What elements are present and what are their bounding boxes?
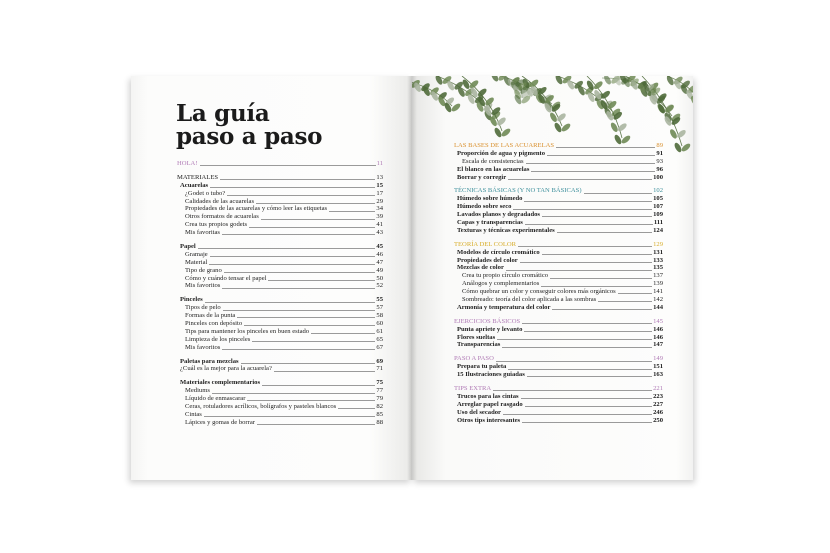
toc-entry	[177, 198, 383, 206]
leaf-shape	[434, 76, 444, 86]
toc-entry	[177, 275, 383, 283]
toc-entry-label: TEORÍA DEL COLOR	[454, 240, 517, 248]
toc-entry-page-number: 29	[376, 197, 383, 205]
toc-entry-page-number: 107	[653, 203, 663, 211]
toc-entry	[177, 205, 383, 213]
toc-entry	[177, 365, 383, 373]
leaf-shape	[496, 116, 507, 127]
toc-entry-label: Crea tus propios godets	[185, 221, 248, 229]
toc-entry-page-number: 55	[376, 296, 383, 304]
toc-entry	[454, 264, 663, 272]
leaf-shape	[549, 112, 559, 124]
toc-entry-page-number: 141	[653, 288, 663, 296]
toc-entry-page-number: 151	[653, 363, 663, 371]
toc-entry	[177, 320, 383, 328]
toc-leader-line	[329, 211, 375, 212]
toc-entry-label: Proporción de agua y pigmento	[457, 149, 546, 157]
toc-leader-line	[249, 227, 375, 228]
toc-leader-line	[556, 147, 655, 148]
leaf-shape	[490, 76, 500, 83]
toc-entry-page-number: 67	[376, 343, 383, 351]
toc-entry-label: Papel	[180, 243, 196, 250]
toc-entry-label: ¿Cuál es la mejor para la acuarela?	[180, 365, 272, 373]
toc-entry-label: Uso del secador	[457, 408, 501, 416]
toc-entry-page-number: 41	[376, 221, 383, 229]
toc-entry	[454, 371, 663, 379]
toc-entry-label: EJERCICIOS BÁSICOS	[454, 317, 521, 325]
toc-entry	[177, 213, 383, 221]
toc-entry-label: Prepara tu paleta	[457, 363, 507, 371]
toc-entry-label: Materiales complementarios	[180, 379, 261, 387]
leaf-shape	[665, 76, 675, 86]
toc-leader-line	[520, 262, 652, 263]
toc-entry-label: Lápices y gomas de borrar	[185, 418, 255, 426]
toc-leader-line	[526, 163, 656, 164]
toc-leader-line	[222, 234, 375, 235]
toc-leader-line	[222, 288, 375, 289]
toc-entry	[454, 341, 663, 349]
toc-entry	[454, 280, 663, 288]
toc-leader-line	[522, 422, 652, 423]
toc-entry-label: Húmedo sobre húmedo	[457, 195, 523, 203]
toc-entry-label: Texturas y técnicas experimentales	[457, 226, 555, 234]
toc-entry-label: Húmedo sobre seco	[457, 203, 512, 211]
toc-entry-page-number: 34	[376, 205, 383, 213]
leaf-shape	[560, 122, 571, 133]
toc-entry-page-number: 13	[376, 173, 383, 181]
toc-entry-label: Otros tips interesantes	[457, 416, 521, 424]
toc-leader-line	[222, 349, 375, 350]
toc-entry	[454, 355, 663, 363]
toc-entry-page-number: 246	[653, 408, 663, 416]
toc-entry-label: LAS BASES DE LAS ACUARELAS	[454, 141, 555, 149]
toc-entry-label: Crea tu propio círculo cromático	[462, 272, 549, 280]
toc-entry-page-number: 61	[376, 327, 383, 335]
toc-leader-line	[524, 201, 652, 202]
toc-entry-page-number: 131	[653, 248, 663, 256]
toc-entry	[177, 282, 383, 290]
toc-entry-label: TÉCNICAS BÁSICAS (Y NO TAN BÁSICAS)	[454, 187, 582, 195]
toc-entry-label: Otros formatos de acuarelas	[185, 213, 259, 221]
toc-entry	[177, 328, 383, 336]
toc-entry	[177, 395, 383, 403]
toc-entry-page-number: 52	[376, 282, 383, 290]
right-page	[412, 76, 693, 480]
toc-entry-label: Gramaje	[185, 250, 208, 258]
toc-entry	[454, 417, 663, 425]
toc-entry	[177, 190, 383, 198]
toc-entry	[177, 344, 383, 352]
toc-entry	[454, 363, 663, 371]
toc-leader-line	[244, 325, 375, 326]
toc-leader-line	[508, 179, 652, 180]
toc-entry	[454, 257, 663, 265]
toc-leader-line	[522, 323, 652, 324]
toc-entry-label: Sombreado: teoría del color aplicada a las sombras	[462, 296, 597, 304]
toc-leader-line	[542, 216, 652, 217]
toc-entry-page-number: 109	[653, 211, 663, 219]
toc-leader-line	[496, 361, 652, 362]
toc-leader-line	[257, 424, 375, 425]
toc-leader-line	[311, 333, 375, 334]
toc-leader-line	[223, 310, 376, 311]
toc-entry-page-number: 43	[376, 229, 383, 237]
toc-entry	[177, 251, 383, 259]
toc-entry-page-number: 137	[653, 272, 663, 280]
toc-leader-line	[205, 302, 376, 303]
toc-entry	[177, 182, 383, 190]
toc-entry-label: Escala de consistencias	[462, 157, 524, 165]
toc-entry-page-number: 93	[656, 157, 663, 165]
toc-entry-page-number: 46	[376, 250, 383, 258]
toc-entry	[177, 229, 383, 237]
toc-leader-line	[552, 309, 652, 310]
toc-entry-label: Material	[185, 258, 208, 266]
toc-entry-label: Cintas	[185, 410, 202, 418]
toc-entry	[454, 174, 663, 182]
toc-entry	[454, 401, 663, 409]
toc-entry-page-number: 60	[376, 320, 383, 328]
leaf-shape	[676, 129, 687, 140]
toc-leader-line	[525, 224, 653, 225]
toc-entry	[454, 304, 663, 312]
toc-entry	[177, 221, 383, 229]
toc-entry-label: Capas y transparencias	[457, 219, 523, 226]
toc-entry-label: HOLA!	[177, 159, 198, 167]
toc-leader-line	[618, 293, 652, 294]
toc-entry	[177, 336, 383, 344]
toc-entry-page-number: 85	[376, 410, 383, 418]
toc-entry	[454, 142, 663, 150]
leaf-shape	[617, 122, 628, 133]
toc-entry	[177, 259, 383, 267]
toc-entry-label: Mis favoritos	[185, 343, 221, 351]
toc-entry	[454, 296, 663, 304]
toc-entry	[454, 211, 663, 219]
toc-entry-page-number: 77	[376, 387, 383, 395]
toc-entry-label: Análogos y complementarios	[462, 280, 540, 288]
toc-entry-page-number: 49	[376, 266, 383, 274]
toc-leader-line	[198, 248, 376, 249]
toc-entry-page-number: 79	[376, 395, 383, 403]
toc-entry-page-number: 135	[653, 264, 663, 272]
toc-leader-line	[550, 278, 652, 279]
toc-leader-line	[224, 272, 376, 273]
toc-leader-line	[513, 209, 652, 210]
toc-entry	[454, 288, 663, 296]
toc-entry	[177, 312, 383, 320]
toc-entry-page-number: 39	[376, 213, 383, 221]
toc-entry	[177, 379, 383, 387]
toc-leader-line	[557, 232, 652, 233]
toc-entry-page-number: 124	[653, 226, 663, 234]
toc-entry	[177, 403, 383, 411]
toc-entry-label: Pinceles con depósito	[185, 320, 243, 328]
toc-entry	[454, 409, 663, 417]
toc-entry-label: Mis favoritas	[185, 229, 220, 237]
toc-entry	[454, 187, 663, 195]
toc-entry-page-number: 142	[653, 296, 663, 304]
toc-entry-page-number: 145	[653, 317, 663, 325]
toc-entry-page-number: 88	[376, 418, 383, 426]
toc-entry-label: Calidades de las acuarelas	[185, 197, 255, 205]
toc-entry-page-number: 71	[376, 365, 383, 373]
toc-entry-page-number: 45	[376, 243, 383, 250]
toc-entry-label: Cómo quebrar un color y conseguir colores más orgánicos	[462, 288, 616, 296]
toc-leader-line	[502, 347, 652, 348]
toc-entry-page-number: 139	[653, 280, 663, 288]
leaf-shape	[680, 142, 691, 153]
toc-leader-line	[598, 301, 652, 302]
toc-entry-label: Pinceles	[180, 296, 203, 304]
toc-entry	[454, 195, 663, 203]
toc-leader-line	[506, 270, 652, 271]
toc-leader-line	[210, 187, 375, 188]
toc-entry-page-number: 47	[376, 258, 383, 266]
toc-leader-line	[200, 165, 376, 166]
toc-entry-page-number: 57	[376, 304, 383, 312]
toc-entry	[454, 219, 663, 227]
right-table-of-contents	[454, 142, 663, 425]
toc-leader-line	[247, 400, 375, 401]
toc-entry	[454, 385, 663, 393]
toc-entry-page-number: 91	[656, 149, 663, 157]
toc-entry-label: Propiedades del color	[457, 256, 518, 264]
toc-entry-page-number: 149	[653, 355, 663, 363]
toc-leader-line	[261, 219, 376, 220]
toc-entry-page-number: 144	[653, 303, 663, 311]
toc-entry-page-number: 163	[653, 371, 663, 379]
toc-entry	[454, 318, 663, 326]
leaf-shape	[556, 112, 567, 123]
toc-entry	[454, 241, 663, 249]
toc-entry-label: Lavados planos y degradados	[457, 211, 540, 219]
toc-entry-page-number: 221	[653, 385, 663, 393]
toc-leader-line	[268, 280, 375, 281]
toc-entry-label: Acuarelas	[180, 181, 209, 189]
book-gutter	[407, 76, 417, 480]
toc-entry	[454, 227, 663, 235]
toc-leader-line	[209, 264, 375, 265]
toc-entry-page-number: 105	[653, 195, 663, 203]
toc-entry-label: Borrar y corregir	[457, 173, 507, 181]
toc-entry-page-number: 146	[653, 333, 663, 341]
toc-leader-line	[503, 414, 652, 415]
toc-leader-line	[338, 408, 375, 409]
toc-leader-line	[497, 339, 652, 340]
open-book	[131, 76, 693, 480]
toc-entry-page-number: 58	[376, 312, 383, 320]
toc-entry-page-number: 111	[653, 219, 663, 226]
left-page	[131, 76, 412, 480]
toc-entry	[454, 158, 663, 166]
toc-entry-page-number: 89	[656, 141, 663, 149]
toc-entry	[454, 272, 663, 280]
toc-entry	[177, 296, 383, 304]
toc-leader-line	[274, 371, 376, 372]
toc-entry	[454, 150, 663, 158]
toc-leader-line	[527, 376, 652, 377]
toc-entry-label: El blanco en las acuarelas	[457, 165, 530, 173]
toc-entry-label: Tipos de pelo	[185, 304, 221, 312]
toc-entry-label: Cómo y cuándo tensar el papel	[185, 274, 267, 282]
leaf-shape	[603, 76, 613, 86]
toc-leader-line	[256, 203, 375, 204]
toc-entry-label: Modelos de círculo cromático	[457, 248, 540, 256]
toc-leader-line	[252, 341, 375, 342]
toc-entry-label: 15 Ilustraciones guiadas	[457, 371, 525, 379]
toc-entry	[177, 160, 383, 168]
toc-entry-label: Propiedades de las acuarelas y cómo leer las etiquetas	[185, 205, 328, 213]
left-table-of-contents	[177, 160, 383, 427]
toc-leader-line	[493, 390, 652, 391]
toc-entry-label: Tips para mantener los pinceles en buen estado	[185, 327, 310, 335]
toc-entry	[177, 304, 383, 312]
toc-leader-line	[518, 246, 652, 247]
toc-entry-label: PASO A PASO	[454, 355, 494, 363]
toc-entry-label: Ceras, rotuladores acrílicos, bolígrafos y pasteles blancos	[185, 403, 337, 411]
toc-entry	[454, 326, 663, 334]
toc-entry-page-number: 82	[376, 403, 383, 411]
toc-leader-line	[262, 385, 375, 386]
toc-entry	[177, 243, 383, 251]
toc-entry-page-number: 69	[376, 357, 383, 365]
toc-entry-label: Mis favoritos	[185, 282, 221, 290]
toc-entry-page-number: 75	[376, 379, 383, 387]
toc-entry	[177, 411, 383, 419]
toc-entry-page-number: 65	[376, 335, 383, 343]
toc-entry-page-number: 129	[653, 240, 663, 248]
toc-entry	[454, 334, 663, 342]
toc-entry-label: ¿Godet o tubo?	[185, 189, 226, 197]
toc-entry	[177, 358, 383, 366]
leaf-shape	[468, 79, 479, 90]
toc-entry	[454, 166, 663, 174]
toc-entry-label: Formas de la punta	[185, 312, 236, 320]
toc-entry-page-number: 227	[653, 400, 663, 408]
toc-entry-label: Transparencias	[457, 341, 501, 349]
toc-leader-line	[547, 155, 655, 156]
toc-entry-page-number: 96	[656, 165, 663, 173]
toc-entry-label: Mezclas de color	[457, 264, 504, 272]
toc-entry-page-number: 11	[376, 159, 383, 167]
toc-leader-line	[210, 256, 376, 257]
title-line-2: paso a paso	[176, 123, 323, 150]
toc-entry-label: TIPS EXTRA	[454, 385, 492, 393]
toc-entry-page-number: 100	[653, 173, 663, 181]
toc-entry-label: Punta apriete y levanto	[457, 325, 523, 333]
toc-entry-label: Mediums	[185, 387, 210, 395]
toc-entry-label: Flores sueltas	[457, 333, 496, 341]
toc-entry	[454, 393, 663, 401]
toc-entry-page-number: 102	[653, 187, 663, 195]
toc-leader-line	[241, 363, 376, 364]
leaf-shape	[500, 127, 511, 138]
page-title	[176, 102, 322, 148]
toc-entry	[177, 387, 383, 395]
toc-entry	[177, 267, 383, 275]
toc-leader-line	[508, 369, 652, 370]
toc-leader-line	[525, 406, 652, 407]
title-line-1: La guía	[176, 100, 270, 127]
toc-leader-line	[227, 195, 375, 196]
toc-entry-label: MATERIALES	[177, 173, 219, 181]
toc-leader-line	[584, 193, 653, 194]
toc-leader-line	[541, 286, 652, 287]
toc-entry-page-number: 50	[376, 274, 383, 282]
toc-entry-label: Paletas para mezclas	[180, 357, 239, 365]
toc-entry-page-number: 17	[376, 189, 383, 197]
toc-entry-label: Trucos para las cintas	[457, 392, 519, 400]
toc-entry-label: Limpieza de los pinceles	[185, 335, 251, 343]
toc-leader-line	[204, 416, 376, 417]
leaf-shape	[450, 102, 461, 113]
toc-entry-label: Líquido de enmascarar	[185, 395, 246, 403]
toc-entry-page-number: 223	[653, 392, 663, 400]
toc-entry-label: Arreglar papel rasgado	[457, 400, 523, 408]
toc-entry	[454, 203, 663, 211]
toc-leader-line	[531, 171, 655, 172]
toc-entry-label: Armonía y temperatura del color	[457, 303, 551, 311]
toc-entry-page-number: 250	[653, 416, 663, 424]
toc-entry-page-number: 146	[653, 325, 663, 333]
toc-entry	[177, 174, 383, 182]
toc-entry-page-number: 133	[653, 256, 663, 264]
toc-entry-page-number: 15	[376, 181, 383, 189]
toc-leader-line	[220, 179, 375, 180]
toc-entry	[177, 419, 383, 427]
toc-leader-line	[212, 393, 375, 394]
toc-leader-line	[521, 398, 653, 399]
toc-entry	[454, 249, 663, 257]
toc-leader-line	[542, 254, 652, 255]
toc-leader-line	[524, 331, 652, 332]
toc-entry-page-number: 147	[653, 341, 663, 349]
toc-leader-line	[237, 317, 375, 318]
toc-entry-label: Tipo de grano	[185, 266, 222, 274]
